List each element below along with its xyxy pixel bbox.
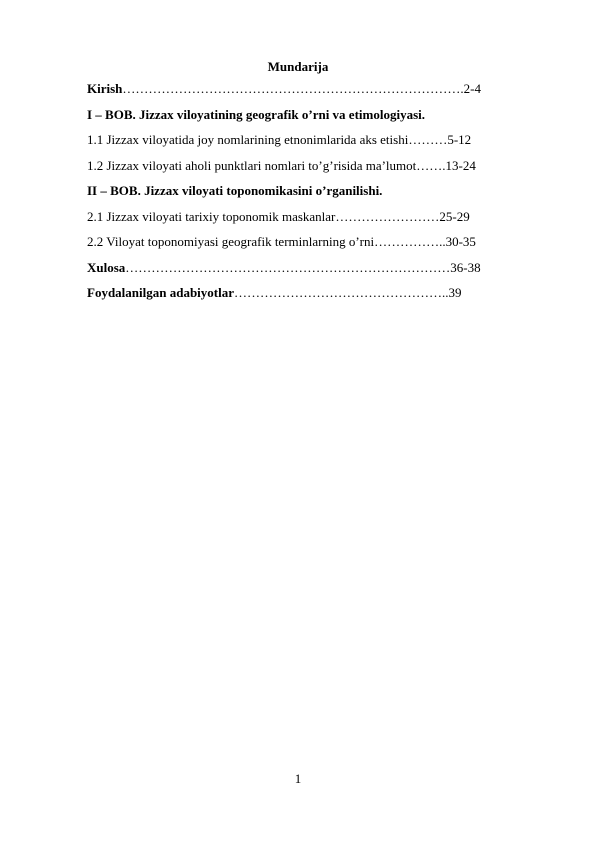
- toc-title: Mundarija: [267, 59, 329, 74]
- toc-entry-chapter-1: [87, 107, 547, 123]
- toc-entry-leader: …………………………………………..39: [234, 285, 462, 300]
- toc-list: [87, 81, 547, 311]
- toc-entry-adabiyotlar: [87, 285, 547, 301]
- toc-entry-xulosa: [87, 260, 547, 276]
- toc-entry-text: 1.1 Jizzax viloyatida joy nomlarining etnonimlarida aks etishi………5-12: [87, 132, 472, 147]
- toc-entry-heading: II – BOB. Jizzax viloyati toponomikasini o’rganilishi.: [87, 183, 383, 198]
- toc-entry-leader: …………………………………………………………………….2-4: [122, 81, 481, 96]
- page-number: 1: [294, 771, 302, 786]
- toc-entry-heading: Xulosa: [87, 259, 126, 275]
- toc-entry-1-2: [87, 158, 547, 174]
- toc-entry-2-2: [87, 234, 547, 250]
- toc-entry-text: 1.2 Jizzax viloyati aholi punktlari nomlari to’g’risida ma’lumot…….13-24: [87, 157, 476, 173]
- toc-entry-heading: I – BOB. Jizzax viloyatining geografik o’rni va etimologiyasi.: [87, 106, 425, 122]
- toc-entry-1-1: [87, 132, 547, 148]
- toc-entry-heading: Foydalanilgan adabiyotlar: [87, 285, 234, 300]
- toc-entry-text: 2.2 Viloyat toponomiyasi geografik terminlarning o’rni……………..30-35: [87, 234, 476, 249]
- toc-entry-chapter-2: [87, 183, 547, 199]
- toc-entry-heading: Kirish: [87, 81, 123, 96]
- toc-entry-2-1: [87, 209, 547, 225]
- toc-entry-text: 2.1 Jizzax viloyati tarixiy toponomik maskanlar……………………25-29: [87, 208, 470, 224]
- toc-entry-leader: …………………………………………………………………36-38: [125, 259, 481, 275]
- toc-entry-kirish: [87, 81, 547, 97]
